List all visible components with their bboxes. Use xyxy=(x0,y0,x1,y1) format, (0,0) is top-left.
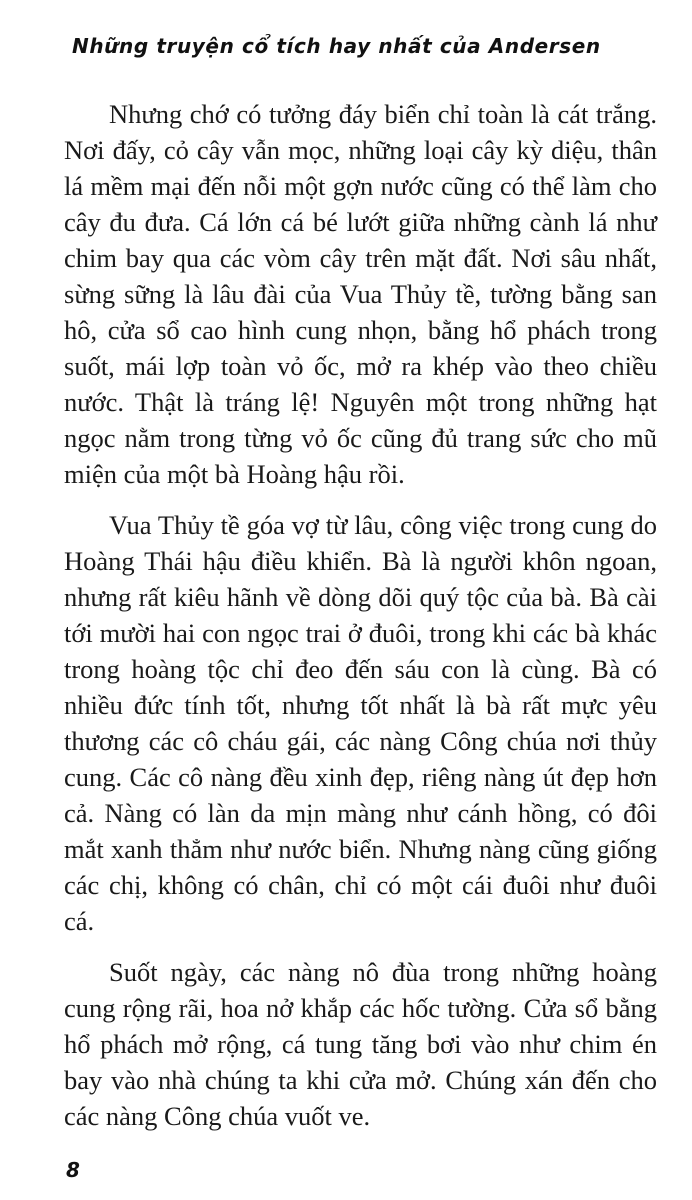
page-body xyxy=(64,96,657,1134)
paragraph: Nhưng chớ có tưởng đáy biển chỉ toàn là cát trắng. Nơi đấy, cỏ cây vẫn mọc, những loại cây kỳ diệu, thân lá mềm mại đến nỗi một gợn nước cũng có thể làm cho cây đu đưa. Cá lớn cá bé lướt giữa những cành lá như chim bay qua các vòm cây trên mặt đất. Nơi sâu nhất, sừng sững là lâu đài của Vua Thủy tề, tường bằng san hô, cửa sổ cao hình cung nhọn, bằng hổ phách trong suốt, mái lợp toàn vỏ ốc, mở ra khép vào theo chiều nước. Thật là tráng lệ! Nguyên một trong những hạt ngọc nằm trong từng vỏ ốc cũng đủ trang sức cho mũ miện của một bà Hoàng hậu rồi. xyxy=(64,99,657,489)
page-number: 8 xyxy=(66,1158,80,1182)
running-header: Những truyện cổ tích hay nhất của Andersen xyxy=(72,34,601,58)
paragraph: Vua Thủy tề góa vợ từ lâu, công việc trong cung do Hoàng Thái hậu điều khiển. Bà là người khôn ngoan, nhưng rất kiêu hãnh về dòng dõi quý tộc của bà. Bà cài tới mười hai con ngọc trai ở đuôi, trong khi các bà khác trong hoàng tộc chỉ đeo đến sáu con là cùng. Bà có nhiều đức tính tốt, nhưng tốt nhất là bà rất mực yêu thương các cô cháu gái, các nàng Công chúa nơi thủy cung. Các cô nàng đều xinh đẹp, riêng nàng út đẹp hơn cả. Nàng có làn da mịn màng như cánh hồng, có đôi mắt xanh thẳm như nước biển. Nhưng nàng cũng giống các chị, không có chân, chỉ có một cái đuôi như đuôi cá. xyxy=(64,510,657,936)
paragraph: Suốt ngày, các nàng nô đùa trong những hoàng cung rộng rãi, hoa nở khắp các hốc tường. Cửa sổ bằng hổ phách mở rộng, cá tung tăng bơi vào như chim én bay vào nhà chúng ta khi cửa mở. Chúng xán đến cho các nàng Công chúa vuốt ve. xyxy=(64,957,657,1131)
